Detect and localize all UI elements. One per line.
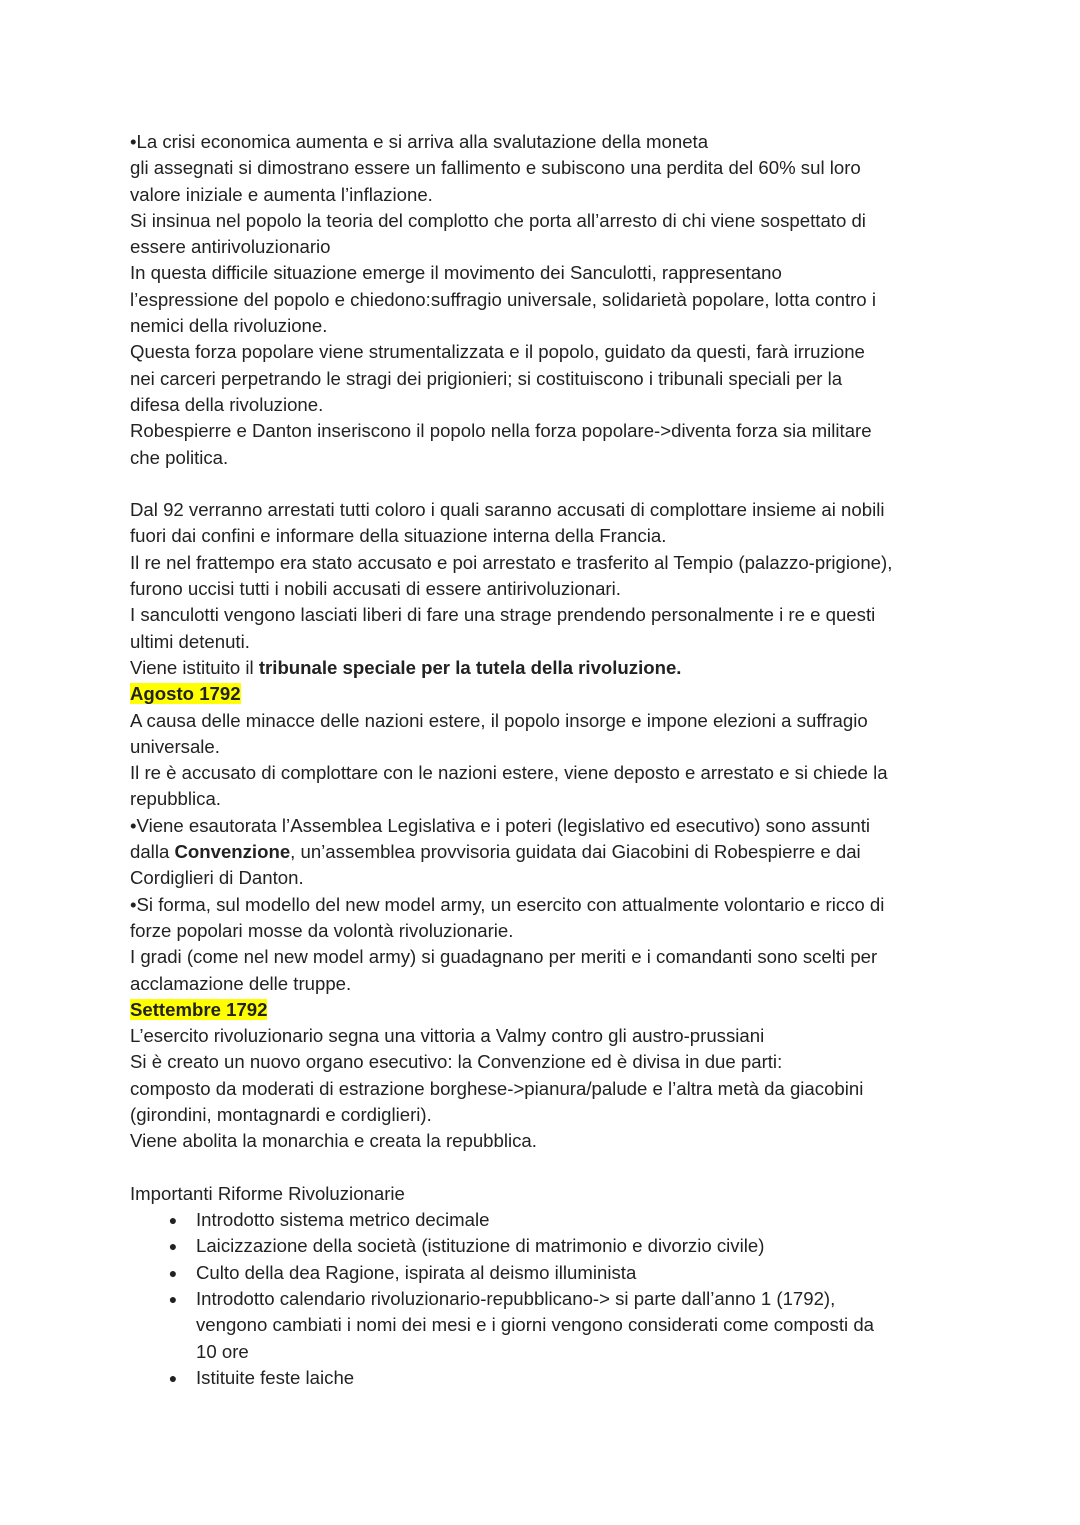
text-line: nei carceri perpetrando le stragi dei prigionieri; si costituiscono i tribunali speciali per la — [130, 367, 843, 389]
text-line: fuori dai confini e informare della situazione interna della Francia. — [130, 525, 667, 547]
reform-item — [130, 1286, 960, 1365]
text-line: difesa della rivoluzione. — [130, 393, 324, 415]
convention-line — [130, 839, 960, 865]
august-text-a — [130, 708, 960, 839]
text-line: Viene abolita la monarchia e creata la repubblica. — [130, 1130, 537, 1152]
reform-item-text: vengono cambiati i nomi dei mesi e i giorni vengono considerati come composti da — [196, 1314, 874, 1336]
text-line: che politica. — [130, 446, 229, 468]
text-line: Cordiglieri di Danton. — [130, 867, 304, 889]
text-line: ultimi detenuti. — [130, 630, 250, 652]
text-line: composto da moderati di estrazione borghese->pianura/palude e l’altra metà da giacobini — [130, 1077, 864, 1099]
reform-item-text: Introdotto calendario rivoluzionario-repubblicano-> si parte dall’anno 1 (1792), — [196, 1288, 836, 1310]
text-line: •Si forma, sul modello del new model army, un esercito con attualmente volontario e ricco di — [130, 893, 885, 915]
section-economic-crisis — [130, 129, 960, 471]
heading-august-1792: Agosto 1792 — [130, 683, 241, 705]
august-text-b — [130, 865, 960, 996]
reform-item-text: 10 ore — [196, 1340, 249, 1362]
section-arrests — [130, 497, 960, 655]
text-line: I gradi (come nel new model army) si guadagnano per meriti e i comandanti sono scelti per — [130, 946, 878, 968]
text-line: I sanculotti vengono lasciati liberi di fare una strage prendendo personalmente i re e questi — [130, 604, 876, 626]
text-line: Dal 92 verranno arrestati tutti coloro i quali saranno accusati di complottare insieme ai nobili — [130, 499, 885, 521]
text-line: repubblica. — [130, 788, 221, 810]
text-line: •La crisi economica aumenta e si arriva alla svalutazione della moneta — [130, 131, 709, 152]
heading-august-line — [130, 681, 960, 707]
tribunal-prefix: Viene istituito il — [130, 656, 259, 678]
text-line: nemici della rivoluzione. — [130, 315, 328, 337]
convention-suffix: , un’assemblea provvisoria guidata dai Giacobini di Robespierre e dai — [290, 841, 861, 863]
reform-item — [130, 1233, 960, 1259]
bullet-icon: ● — [168, 1264, 178, 1281]
reform-item — [130, 1207, 960, 1233]
text-line: gli assegnati si dimostrano essere un fallimento e subiscono una perdita del 60% sul loro — [130, 157, 861, 179]
text-line: universale. — [130, 735, 220, 757]
september-text — [130, 1023, 960, 1154]
reform-item — [130, 1365, 960, 1391]
reforms-list — [130, 1207, 960, 1391]
text-line: In questa difficile situazione emerge il movimento dei Sanculotti, rappresentano — [130, 262, 782, 284]
text-line: forze popolari mosse da volontà rivoluzionarie. — [130, 919, 514, 941]
text-line: l’espressione del popolo e chiedono:suffragio universale, solidarietà popolare, lotta contro i — [130, 288, 876, 310]
text-line: acclamazione delle truppe. — [130, 972, 352, 994]
text-line: A causa delle minacce delle nazioni estere, il popolo insorge e impone elezioni a suffragio — [130, 709, 868, 731]
heading-september-1792: Settembre 1792 — [130, 998, 268, 1020]
reform-item — [130, 1260, 960, 1286]
reform-item-text: Culto della dea Ragione, ispirata al deismo illuminista — [196, 1261, 637, 1283]
tribunal-line — [130, 655, 960, 681]
reform-item-text: Introdotto sistema metrico decimale — [196, 1209, 490, 1231]
text-line: Si è creato un nuovo organo esecutivo: la Convenzione ed è divisa in due parti: — [130, 1051, 783, 1073]
text-line: (girondini, montagnardi e cordiglieri). — [130, 1103, 432, 1125]
tribunal-bold: tribunale speciale per la tutela della rivoluzione. — [258, 656, 682, 678]
convention-bold: Convenzione — [174, 841, 291, 863]
text-line: Il re è accusato di complottare con le nazioni estere, viene deposto e arrestato e si chiede la — [130, 762, 888, 784]
bullet-icon: ● — [168, 1238, 178, 1255]
text-line: furono uccisi tutti i nobili accusati di essere antirivoluzionari. — [130, 578, 621, 600]
text-line: Robespierre e Danton inseriscono il popolo nella forza popolare->diventa forza sia militare — [130, 420, 872, 442]
text-line: Si insinua nel popolo la teoria del complotto che porta all’arresto di chi viene sospettato di — [130, 209, 866, 231]
bullet-icon: ● — [168, 1369, 178, 1386]
text-line: Questa forza popolare viene strumentalizzata e il popolo, guidato da questi, farà irruzione — [130, 341, 865, 363]
text-line: Il re nel frattempo era stato accusato e poi arrestato e trasferito al Tempio (palazzo-prigione), — [130, 551, 893, 573]
bullet-icon: ● — [168, 1212, 178, 1229]
heading-september-line — [130, 997, 960, 1023]
convention-prefix: dalla — [130, 841, 175, 863]
bullet-icon: ● — [168, 1291, 178, 1308]
paragraph-gap — [130, 471, 960, 497]
reform-item-text: Istituite feste laiche — [196, 1366, 355, 1388]
text-line: •Viene esautorata l’Assemblea Legislativa e i poteri (legislativo ed esecutivo) sono assunti — [130, 814, 871, 836]
text-line: essere antirivoluzionario — [130, 236, 331, 258]
text-line: L’esercito rivoluzionario segna una vittoria a Valmy contro gli austro-prussiani — [130, 1025, 765, 1047]
paragraph-gap — [130, 1155, 960, 1181]
reforms-title: Importanti Riforme Rivoluzionarie — [130, 1182, 405, 1204]
reform-item-text: Laicizzazione della società (istituzione di matrimonio e divorzio civile) — [196, 1235, 765, 1257]
document-body — [130, 129, 960, 1391]
text-line: valore iniziale e aumenta l’inflazione. — [130, 183, 433, 205]
